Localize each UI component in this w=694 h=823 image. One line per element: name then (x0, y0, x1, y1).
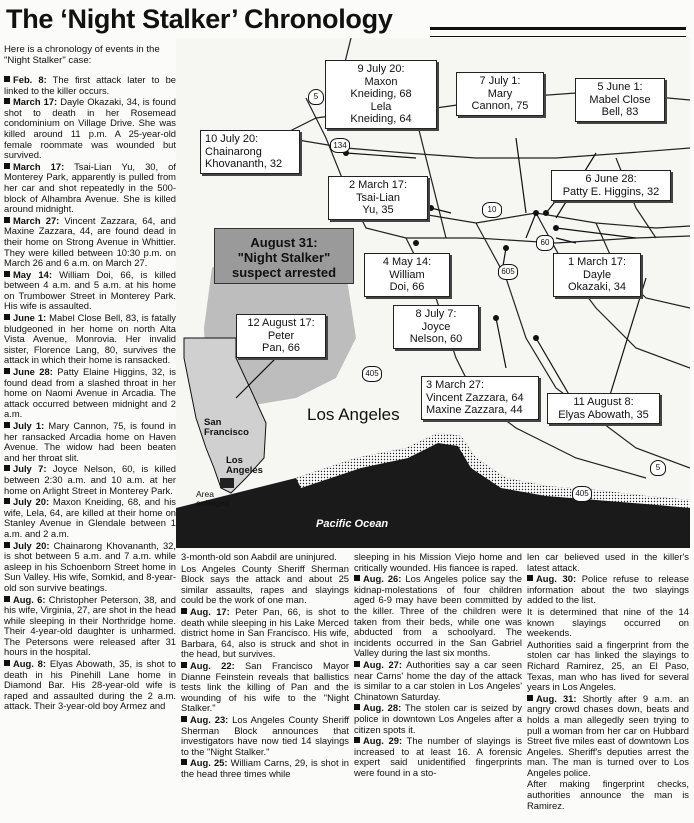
chronology-entry (527, 779, 689, 811)
entry-text: The number of slayings is increased to at least 16. A forensic expert said unidentified fingerprints were found in a sto- (354, 735, 522, 778)
chronology-entry (4, 313, 176, 366)
bullet-icon (527, 695, 533, 701)
bullet-icon (181, 716, 187, 722)
entry-text: len car believed used in the killer's latest attack. (527, 551, 689, 573)
map-label-3: 3 March 27: Vincent Zazzara, 64 Maxine Zazzara, 44 (421, 376, 539, 420)
entry-text: Peter Pan, 66, is shot to death while sleeping in his Lake Merced district home in San Francisco. His wife, Barbara, 64, also is struck and shot in the head, but survives. (181, 605, 349, 660)
bullet-icon (354, 737, 360, 743)
chronology-entry (354, 552, 522, 573)
entry-date: Aug. 27: (363, 658, 402, 670)
entry-text: Los Angeles County Sheriff Sherman Block announces that investigators have now tied 14 slayings to the "Night Stalker." (181, 713, 349, 757)
highway-shield-5b: 5 (650, 460, 666, 476)
bullet-icon (4, 596, 10, 602)
highway-shield-5a: 5 (308, 89, 324, 105)
bullet-icon (4, 368, 10, 374)
map-label-4: 4 May 14: William Doi, 66 (364, 253, 450, 297)
entry-date: Aug. 6: (13, 593, 46, 605)
bullet-icon (4, 660, 10, 666)
chronology-entry (181, 758, 349, 779)
bullet-icon (4, 465, 10, 471)
map-label-1: 1 March 17: Dayle Okazaki, 34 (553, 253, 641, 297)
chronology-entry (527, 574, 689, 606)
entry-date: March 17: (13, 96, 58, 108)
chronology-entry (354, 574, 522, 659)
entry-text: Elyas Abowath, 35, is shot to death in his Pinehill Lane home in Diamond Bar. His 28-year-old wife is raped and assaulted during the 2 a.m. attack. Their 3-year-old boy Armez and (4, 658, 176, 712)
bullet-icon (4, 98, 10, 104)
pacific-ocean-label: Pacific Ocean (316, 518, 389, 530)
entry-date: Aug. 26: (363, 573, 402, 585)
entry-date: Aug. 29: (363, 735, 403, 747)
chronology-entry (527, 640, 689, 693)
bullet-icon (4, 76, 10, 82)
bullet-icon (4, 217, 10, 223)
entry-text: William Doi, 66, is killed between 4 a.m. and 5 a.m. at his home on Trumbower Street in Monterey Park. His wife is assaulted. (4, 268, 176, 312)
entry-text: After making fingerprint checks, authorities announce the man is Ramirez. (527, 778, 689, 811)
chronology-entry (4, 595, 176, 659)
entry-text: Los Angeles County Sheriff Sherman Block says the attack and about 25 similar assaults, rapes and slayings could be the work of one man. (181, 562, 349, 606)
entry-text: Tsai-Lian Yu, 30, of Monterey Park, apparently is pulled from her car and shot repeatedly in the 500-block of Alhambra Avenue. She is killed around midnight. (4, 160, 176, 215)
chronology-entry (4, 216, 176, 269)
chronology-entry (4, 659, 176, 712)
entry-text: Maxon Kneiding, 68, and his wife, Lela, 64, are killed at their home on Stanley Avenue in Glendale between 1 a.m. and 2 a.m. (4, 496, 176, 539)
entry-date: Aug. 25: (190, 757, 228, 769)
map-label-12: 12 August 17: Peter Pan, 66 (236, 314, 326, 358)
chronology-entry (181, 564, 349, 606)
map-label-2: 2 March 17: Tsai-Lian Yu, 35 (328, 176, 428, 220)
column-4 (527, 552, 689, 812)
entry-date: Aug. 22: (190, 659, 235, 671)
entry-date: June 1: (13, 312, 47, 324)
entry-text: Joyce Nelson, 60, is killed between 2:30 a.m. and 10 a.m. at her home on Arlight Street in Monterey Park. (4, 463, 177, 496)
entry-date: Feb. 8: (13, 74, 47, 85)
map-label-6: 6 June 28: Patty E. Higgins, 32 (551, 170, 671, 201)
highway-shield-134: 134 (330, 138, 350, 153)
highway-shield-605a: 605 (498, 264, 518, 280)
area-enlarged-marker (220, 478, 234, 488)
entry-date: Aug. 23: (190, 713, 229, 725)
column-3 (354, 552, 522, 779)
entry-text: Authorities say a car seen near Carns' home the day of the attack is similar to a car stolen in Los Angeles' Chinatown Saturday. (354, 658, 522, 702)
chronology-entry (4, 162, 176, 215)
entry-text: William Carns, 29, is shot in the head three times while (181, 757, 350, 779)
chronology-entry (181, 552, 349, 563)
bullet-icon (181, 608, 187, 614)
entry-date: Aug. 31: (536, 692, 577, 704)
chronology-entry (4, 270, 176, 312)
entry-text: Los Angeles police say the kidnap-molestations of four children aged 6-9 may have been committed by the killer. Three of the children were taken from their beds, while one was abducted from a schoolyard. The incidents occurred in the San Gabriel Valley during the last six months. (354, 573, 522, 659)
chronology-entry (4, 75, 176, 96)
entry-text: Authorities said a fingerprint from the stolen car has linked the slayings to Richard Ramirez, 25, an El Paso, Texas, man who has lived for several years in Los Angeles. (527, 638, 689, 693)
bullet-icon (4, 422, 10, 428)
bullet-icon (354, 575, 360, 581)
entry-text: sleeping in his Mission Viejo home and critically wounded. His fiancee is raped. (354, 551, 522, 573)
map-label-11: 11 August 8: Elyas Abowath, 35 (547, 393, 660, 424)
map-label-10: 10 July 20: Chainarong Khovananth, 32 (200, 130, 300, 174)
intro-text: Here is a chronology of events in the "Night Stalker" case: (4, 44, 160, 66)
entry-text: 3-month-old son Aabdil are uninjured. (181, 551, 337, 562)
chronology-entry (181, 661, 349, 714)
chronology-entry (181, 607, 349, 660)
chronology-entry (4, 367, 176, 420)
entry-date: May 14: (13, 268, 52, 280)
entry-date: July 20: (13, 496, 50, 508)
top-rule (430, 36, 686, 37)
bullet-icon (181, 759, 187, 765)
chronology-entry (4, 97, 176, 161)
entry-date: March 27: (13, 214, 60, 226)
los-angeles-label: Los Angeles (307, 405, 400, 424)
entry-text: Christopher Peterson, 38, and his wife, Virginia, 27, are shot in the head while sleeping in their Northridge home. Their 4-year-old daughter is unharmed. The Petersons were released after 31 hours in the hospital. (4, 593, 176, 658)
entry-text: The stolen car is seized by police in downtown Los Angeles after a citizen spots it. (354, 702, 522, 735)
entry-date: Aug. 28: (363, 702, 402, 714)
bullet-icon (4, 498, 10, 504)
page-title: The ‘Night Stalker’ Chronology (6, 4, 393, 34)
chronology-entry (354, 660, 522, 702)
map-label-5: 5 June 1: Mabel Close Bell, 83 (575, 78, 665, 122)
entry-date: June 28: (13, 366, 53, 378)
chronology-entry (354, 736, 522, 778)
entry-text: Dayle Okazaki, 34, is found shot to death in her Rosemead condominium on Village Drive. She was killed around 11 p.m. A 25-year-old female roommate was wounded but survived. (4, 96, 176, 161)
entry-text: Vincent Zazzara, 64, and Maxine Zazzara, 44, are found dead in their home on Strong Avenue in Whittier. They were killed between 10:30 p.m. on March 26 and 6 a.m. on March 27. (4, 214, 176, 269)
chronology-entry (4, 541, 176, 594)
entry-date: March 17: (13, 160, 65, 172)
arrest-callout: August 31: "Night Stalker" suspect arrested (214, 228, 354, 284)
chronology-entry (354, 703, 522, 735)
entry-text: It is determined that nine of the 14 known slayings occurred on weekends. (527, 605, 689, 639)
highway-shield-405b: 405 (572, 486, 592, 502)
entry-text: Chainarong Khovananth, 32, is shot between 5 a.m. and 7 a.m. while asleep in his Schoenborn Street home in Sun Valley. His wife, Somkid, and 8-year-old son survive beatings. (4, 539, 177, 593)
chronology-entry (527, 607, 689, 639)
map-label-7: 7 July 1: Mary Cannon, 75 (456, 72, 544, 116)
entry-text: Police refuse to release information about the two slayings added to the list. (527, 573, 690, 606)
bullet-icon (354, 661, 360, 667)
entry-text: Mary Cannon, 75, is found in her ransacked Arcadia home on Haven Avenue. The widow had been beaten and her throat slit. (4, 420, 176, 463)
entry-text: Mabel Close Bell, 83, is fatally bludgeoned in her home on north Alta Vista Avenue, Monrovia. Her invalid sister, Florence Lang, 80, survives the attack in which their home is ransacked. (4, 312, 176, 366)
entry-date: Aug. 30: (536, 573, 577, 585)
chronology-entry (527, 552, 689, 573)
entry-date: Aug. 17: (190, 605, 230, 617)
bullet-icon (354, 704, 360, 710)
left-column (4, 75, 176, 713)
column-2 (181, 552, 349, 780)
entry-date: July 1: (13, 420, 45, 431)
entry-text: The first attack later to be linked to the killer occurs. (4, 74, 176, 96)
entry-text: Patty Elaine Higgins, 32, is found dead from a slashed throat in her home on Naomi Avenue in Arcadia. The attack occurred between midnight and 2 a.m. (4, 366, 176, 420)
highway-shield-405a: 405 (362, 366, 382, 382)
map-label-8: 8 July 7: Joyce Nelson, 60 (393, 305, 479, 349)
inset-los-angeles: Los Angeles (226, 455, 263, 476)
bullet-icon (527, 575, 533, 581)
chronology-entry (181, 715, 349, 757)
bullet-icon (4, 163, 10, 169)
entry-date: July 7: (13, 463, 47, 475)
entry-text: San Francisco Mayor Dianne Feinstein reveals that ballistics tests link the killing of Pan and the wounding of his wife to the "Night Stalker." (181, 659, 350, 714)
chronology-entry (4, 464, 176, 496)
bullet-icon (181, 662, 187, 668)
bullet-icon (4, 271, 10, 277)
entry-date: July 20: (13, 539, 50, 551)
bullet-icon (4, 314, 10, 320)
chronology-entry (4, 497, 176, 539)
bullet-icon (4, 542, 10, 548)
title-rule (430, 27, 686, 30)
highway-shield-10: 10 (482, 202, 502, 218)
chronology-entry (527, 694, 689, 779)
inset-area-enlarged: Area enlarged (196, 489, 230, 508)
entry-date: Aug. 8: (13, 658, 47, 670)
highway-shield-60: 60 (536, 235, 554, 251)
inset-san-francisco: San Francisco (204, 417, 249, 438)
map-label-9: 9 July 20: Maxon Kneiding, 68 Lela Kneiding, 64 (325, 60, 437, 129)
entry-text: Shortly after 9 a.m. an angry crowd chases down, beats and holds a man allegedly seen trying to pull a woman from her car on Hubbard Street five miles east of downtown Los Angeles. Sheriff's deputies arrest the man. The man is turned over to Los Angeles police. (527, 692, 689, 778)
chronology-entry (4, 421, 176, 463)
